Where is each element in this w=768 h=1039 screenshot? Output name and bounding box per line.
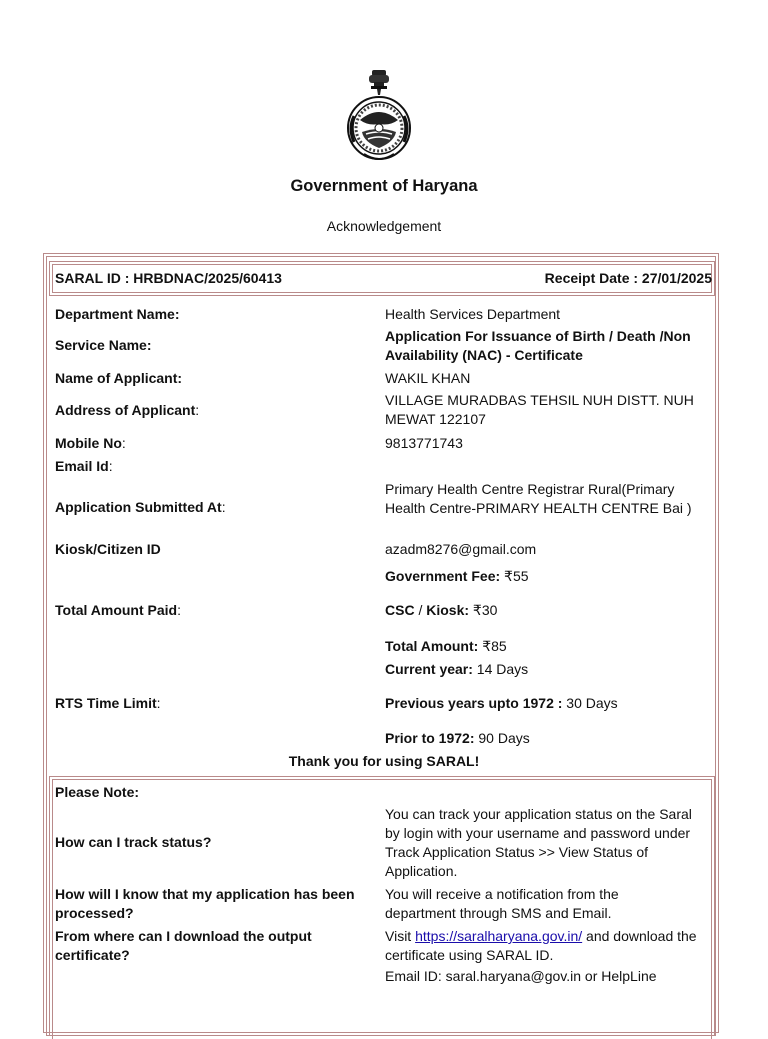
note-answer-track: You can track your application status on the Saral by login with your username and password under Track Application Status >> View Status of Application.	[385, 806, 692, 879]
submitted-value: Primary Health Centre Registrar Rural(Primary Health Centre-PRIMARY HEALTH CENTRE Bai )	[385, 481, 692, 516]
receipt-date: Receipt Date : 27/01/2025	[544, 270, 712, 286]
service-label: Service Name:	[55, 337, 152, 353]
rts-previous-years: Previous years upto 1972 : 30 Days	[385, 695, 618, 711]
note-answer-download: Visit https://saralharyana.gov.in/ and download the certificate using SARAL ID.	[385, 928, 697, 963]
department-label: Department Name:	[55, 306, 180, 322]
gov-fee: Government Fee: ₹55	[385, 568, 529, 584]
submitted-label: Application Submitted At:	[55, 499, 226, 515]
kiosk-value: azadm8276@gmail.com	[385, 541, 537, 557]
department-value: Health Services Department	[385, 306, 561, 322]
address-value: VILLAGE MURADBAS TEHSIL NUH DISTT. NUH MEWAT 122107	[385, 392, 694, 427]
note-question-processed: How will I know that my application has been processed?	[55, 886, 355, 921]
note-question-download: From where can I download the output certificate?	[55, 928, 312, 963]
note-answer-processed: You will receive a notification from the department through SMS and Email.	[385, 886, 619, 921]
saral-website-link[interactable]: https://saralharyana.gov.in/	[415, 928, 583, 944]
rts-prior-1972: Prior to 1972: 90 Days	[385, 730, 530, 746]
thank-you-message: Thank you for using SARAL!	[288, 753, 480, 769]
page-title: Government of Haryana	[290, 177, 478, 195]
page-subtitle: Acknowledgement	[326, 218, 442, 234]
amount-label: Total Amount Paid:	[55, 602, 181, 618]
csc-fee: CSC / Kiosk: ₹30	[385, 602, 498, 618]
notes-heading: Please Note:	[55, 784, 140, 800]
mobile-value: 9813771743	[385, 435, 463, 451]
kiosk-label: Kiosk/Citizen ID	[55, 541, 161, 557]
applicant-label: Name of Applicant:	[55, 370, 183, 386]
saral-id: SARAL ID : HRBDNAC/2025/60413	[55, 270, 282, 286]
total-amount: Total Amount: ₹85	[385, 638, 507, 654]
mobile-label: Mobile No:	[55, 435, 126, 451]
rts-label: RTS Time Limit:	[55, 695, 161, 711]
applicant-value: WAKIL KHAN	[385, 370, 471, 386]
address-label: Address of Applicant:	[55, 402, 200, 418]
rts-current-year: Current year: 14 Days	[385, 661, 529, 677]
service-value: Application For Issuance of Birth / Death /Non Availability (NAC) - Certificate	[385, 328, 691, 363]
email-label: Email Id:	[55, 458, 113, 474]
note-question-track: How can I track status?	[55, 834, 212, 850]
haryana-state-emblem-icon	[346, 68, 412, 166]
note-helpline: Email ID: saral.haryana@gov.in or HelpLine	[385, 968, 657, 984]
